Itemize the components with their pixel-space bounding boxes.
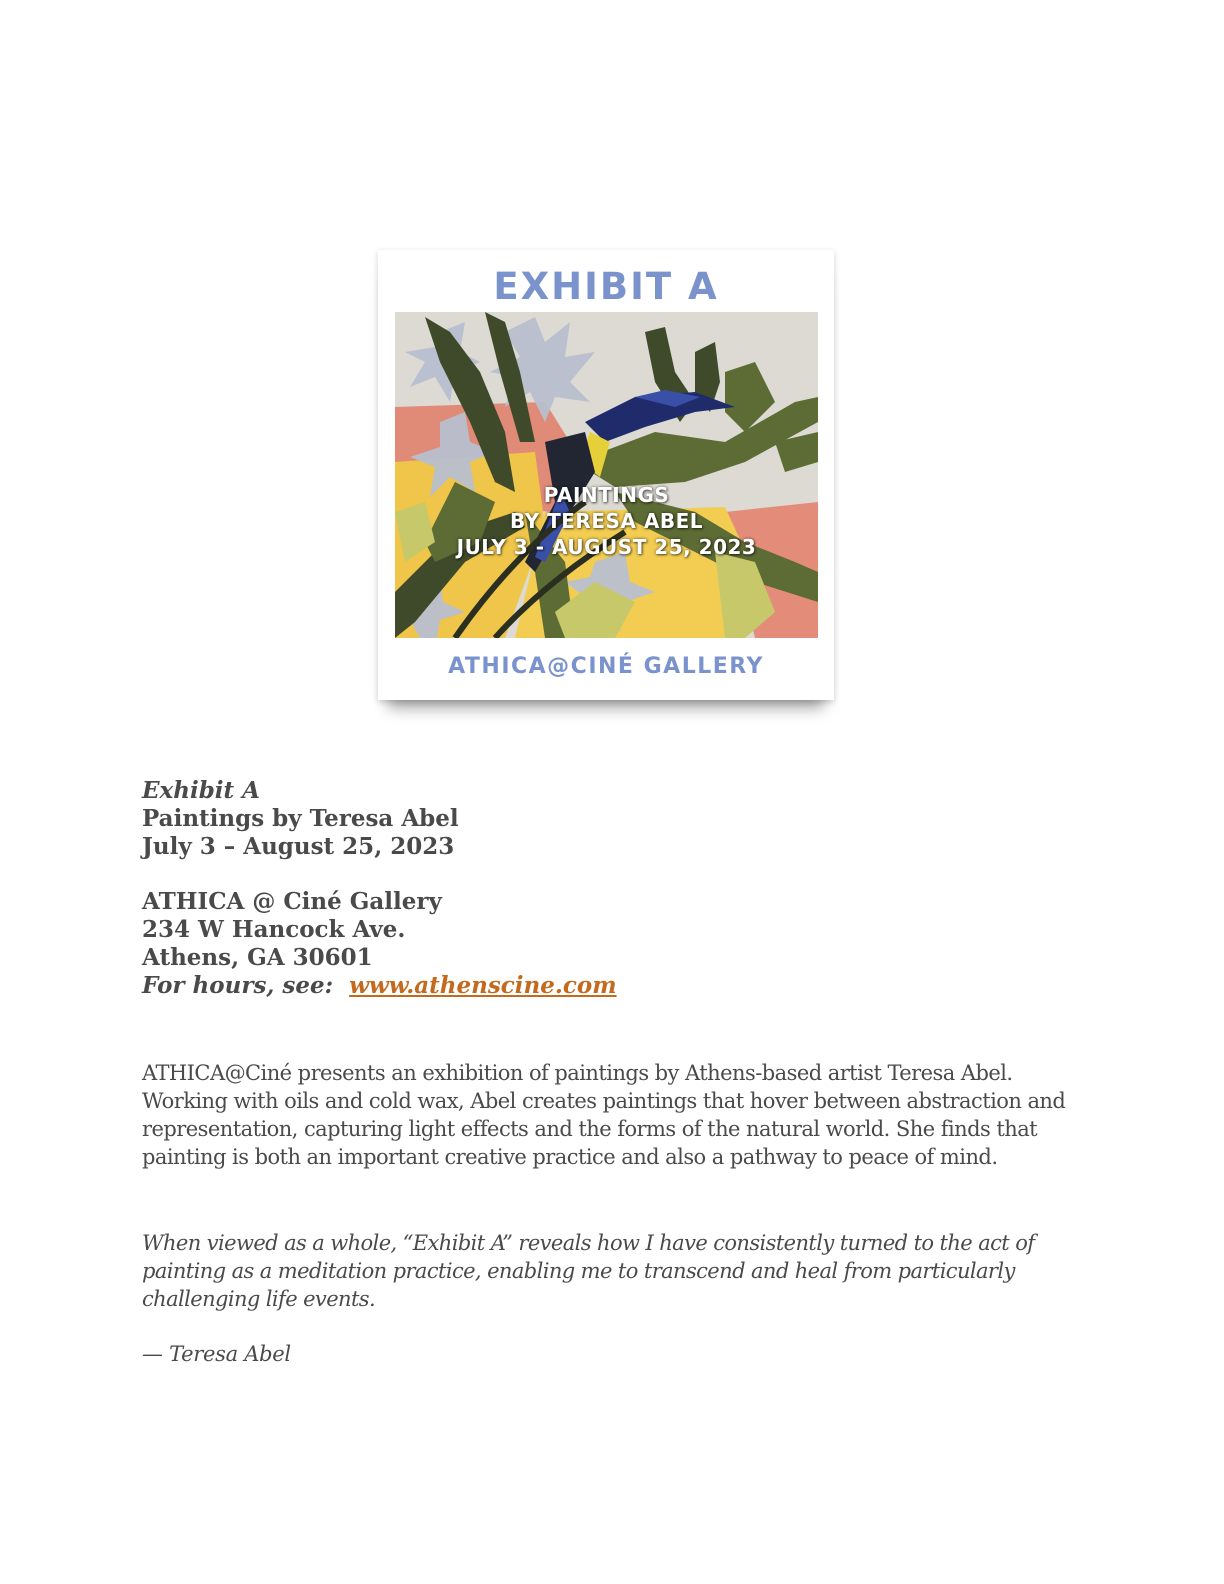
poster-painting bbox=[395, 312, 818, 638]
exhibit-description: ATHICA@Ciné presents an exhibition of paintings by Athens-based artist Teresa Abel. Working with oils and cold wax, Abel creates paintings that hover between abstraction and representation, capturing light effects and the forms of the natural world. She finds that painting is both an important creative practice and also a pathway to peace of mind. bbox=[142, 1061, 1066, 1169]
painting-illustration bbox=[395, 312, 818, 638]
poster-overlay-line3: JULY 3 - AUGUST 25, 2023 bbox=[456, 535, 757, 559]
hours-link[interactable]: www.athenscine.com bbox=[349, 972, 617, 999]
poster-overlay-line1: PAINTINGS bbox=[543, 483, 670, 507]
venue-city: Athens, GA 30601 bbox=[142, 944, 373, 971]
poster-overlay-text bbox=[395, 482, 818, 560]
poster-title: EXHIBIT A bbox=[493, 265, 719, 308]
exhibit-title: Exhibit A bbox=[142, 777, 260, 804]
hours-line bbox=[142, 972, 1102, 1000]
hours-label: For hours, see: bbox=[142, 972, 334, 999]
exhibit-poster bbox=[378, 250, 834, 700]
poster-gallery-name: ATHICA@CINÉ GALLERY bbox=[448, 654, 764, 679]
spacer bbox=[142, 861, 1102, 888]
exhibit-subtitle: Paintings by Teresa Abel bbox=[142, 805, 459, 832]
venue-street: 234 W Hancock Ave. bbox=[142, 916, 406, 943]
venue-name: ATHICA @ Ciné Gallery bbox=[142, 888, 442, 915]
poster-overlay-line2: BY TERESA ABEL bbox=[510, 509, 703, 533]
quote-attribution: — Teresa Abel bbox=[142, 1342, 291, 1366]
exhibit-details bbox=[142, 777, 1102, 1000]
exhibit-dates: July 3 – August 25, 2023 bbox=[142, 833, 455, 860]
artist-quote: When viewed as a whole, “Exhibit A” reveals how I have consistently turned to the act of painting as a meditation practice, enabling me to transcend and heal from particularly challenging life events. bbox=[142, 1231, 1035, 1311]
